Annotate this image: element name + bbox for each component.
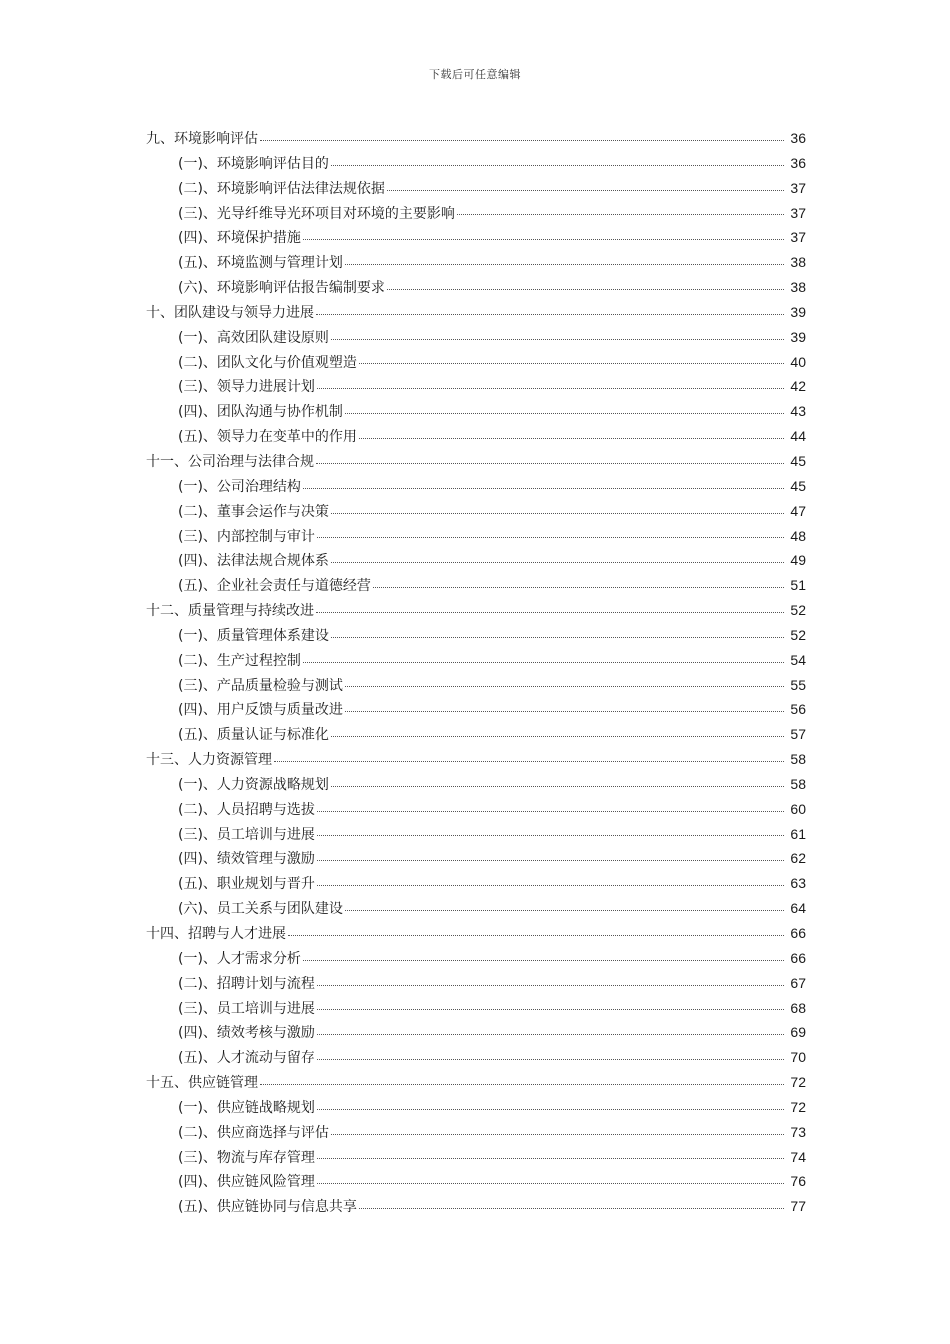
toc-dot-leader bbox=[345, 685, 784, 687]
toc-page-number: 48 bbox=[790, 527, 806, 544]
toc-entry-title: (六)、环境影响评估报告编制要求 bbox=[178, 280, 385, 297]
table-of-contents bbox=[146, 126, 806, 1219]
toc-entry-title: (四)、绩效管理与激励 bbox=[178, 851, 315, 868]
toc-dot-leader bbox=[317, 859, 784, 861]
toc-entry-title: (一)、人才需求分析 bbox=[178, 950, 301, 967]
toc-entry-title: 十、团队建设与领导力进展 bbox=[146, 304, 314, 321]
toc-entry-title: (五)、领导力在变革中的作用 bbox=[178, 429, 357, 446]
toc-dot-leader bbox=[303, 487, 784, 489]
toc-dot-leader bbox=[316, 462, 784, 464]
toc-entry-title: 十四、招聘与人才进展 bbox=[146, 926, 286, 942]
toc-entry-title: (四)、用户反馈与质量改进 bbox=[178, 702, 343, 719]
toc-page-number: 49 bbox=[790, 552, 806, 569]
toc-dot-leader bbox=[317, 884, 784, 886]
toc-section-entry[interactable] bbox=[146, 772, 806, 797]
toc-page-number: 74 bbox=[790, 1148, 806, 1165]
toc-section-entry[interactable] bbox=[146, 201, 806, 226]
toc-chapter-entry[interactable] bbox=[146, 126, 806, 151]
toc-dot-leader bbox=[345, 710, 784, 712]
toc-section-entry[interactable] bbox=[146, 499, 806, 524]
toc-dot-leader bbox=[316, 611, 784, 613]
toc-entry-title: (五)、人才流动与留存 bbox=[178, 1050, 315, 1067]
toc-page-number: 37 bbox=[790, 229, 806, 246]
toc-section-entry[interactable] bbox=[146, 474, 806, 499]
toc-dot-leader bbox=[317, 1182, 784, 1184]
toc-section-entry[interactable] bbox=[146, 896, 806, 921]
toc-dot-leader bbox=[331, 735, 784, 737]
toc-entry-title: 九、环境影响评估 bbox=[146, 131, 258, 147]
toc-page-number: 38 bbox=[790, 279, 806, 296]
toc-dot-leader bbox=[317, 1008, 784, 1010]
toc-entry-title: (二)、董事会运作与决策 bbox=[178, 503, 329, 520]
toc-entry-title: (五)、职业规划与晋升 bbox=[178, 876, 315, 893]
toc-entry-title: (一)、环境影响评估目的 bbox=[178, 155, 329, 172]
toc-entry-title: (二)、供应商选择与评估 bbox=[178, 1124, 329, 1141]
toc-dot-leader bbox=[317, 1108, 784, 1110]
toc-section-entry[interactable] bbox=[146, 1045, 806, 1070]
toc-page-number: 52 bbox=[790, 626, 806, 643]
toc-entry-title: (四)、供应链风险管理 bbox=[178, 1174, 315, 1191]
toc-section-entry[interactable] bbox=[146, 623, 806, 648]
toc-page-number: 57 bbox=[790, 726, 806, 743]
toc-entry-title: (四)、绩效考核与激励 bbox=[178, 1025, 315, 1042]
toc-chapter-entry[interactable] bbox=[146, 598, 806, 623]
toc-page-number: 39 bbox=[790, 303, 806, 320]
toc-section-entry[interactable] bbox=[146, 250, 806, 275]
toc-page-number: 63 bbox=[790, 875, 806, 892]
toc-section-entry[interactable] bbox=[146, 275, 806, 300]
toc-entry-title: 十三、人力资源管理 bbox=[146, 752, 272, 769]
toc-dot-leader bbox=[331, 636, 784, 638]
toc-page-number: 42 bbox=[790, 378, 806, 395]
toc-dot-leader bbox=[317, 1033, 784, 1035]
toc-dot-leader bbox=[331, 338, 784, 340]
toc-page-number: 37 bbox=[790, 204, 806, 221]
toc-entry-title: (三)、员工培训与进展 bbox=[178, 826, 315, 843]
toc-page-number: 72 bbox=[790, 1098, 806, 1115]
toc-dot-leader bbox=[317, 834, 784, 836]
toc-entry-title: (五)、供应链协同与信息共享 bbox=[178, 1199, 357, 1216]
toc-dot-leader bbox=[303, 661, 784, 663]
toc-page-number: 58 bbox=[790, 775, 806, 792]
toc-section-entry[interactable] bbox=[146, 871, 806, 896]
toc-dot-leader bbox=[331, 1133, 784, 1135]
toc-page-number: 66 bbox=[790, 949, 806, 966]
toc-dot-leader bbox=[316, 313, 784, 315]
toc-page-number: 47 bbox=[790, 502, 806, 519]
toc-section-entry[interactable] bbox=[146, 424, 806, 449]
toc-entry-title: (一)、公司治理结构 bbox=[178, 478, 301, 495]
toc-dot-leader bbox=[317, 1157, 784, 1159]
toc-page-number: 73 bbox=[790, 1123, 806, 1140]
toc-dot-leader bbox=[457, 213, 784, 215]
toc-entry-title: (二)、团队文化与价值观塑造 bbox=[178, 354, 357, 371]
toc-dot-leader bbox=[345, 909, 784, 911]
toc-section-entry[interactable] bbox=[146, 673, 806, 698]
page-header: 下载后可任意编辑 bbox=[429, 68, 521, 81]
toc-dot-leader bbox=[345, 263, 784, 265]
toc-page-number: 77 bbox=[790, 1198, 806, 1215]
toc-section-entry[interactable] bbox=[146, 374, 806, 399]
toc-dot-leader bbox=[359, 437, 784, 439]
toc-page-number: 69 bbox=[790, 1024, 806, 1041]
toc-dot-leader bbox=[303, 959, 784, 961]
toc-section-entry[interactable] bbox=[146, 325, 806, 350]
toc-dot-leader bbox=[331, 785, 784, 787]
toc-dot-leader bbox=[317, 984, 784, 986]
toc-section-entry[interactable] bbox=[146, 648, 806, 673]
toc-dot-leader bbox=[373, 586, 784, 588]
toc-entry-title: (二)、招聘计划与流程 bbox=[178, 975, 315, 992]
toc-page-number: 68 bbox=[790, 999, 806, 1016]
toc-chapter-entry[interactable] bbox=[146, 300, 806, 325]
toc-dot-leader bbox=[274, 760, 784, 762]
toc-dot-leader bbox=[331, 512, 784, 514]
toc-chapter-entry[interactable] bbox=[146, 747, 806, 772]
toc-page-number: 76 bbox=[790, 1173, 806, 1190]
toc-page-number: 54 bbox=[790, 651, 806, 668]
toc-page-number: 67 bbox=[790, 974, 806, 991]
toc-dot-leader bbox=[317, 1058, 784, 1060]
toc-section-entry[interactable] bbox=[146, 1145, 806, 1170]
toc-page-number: 38 bbox=[790, 254, 806, 271]
toc-section-entry[interactable] bbox=[146, 1020, 806, 1045]
toc-entry-title: (二)、人员招聘与选拔 bbox=[178, 801, 315, 818]
toc-section-entry[interactable] bbox=[146, 846, 806, 871]
toc-section-entry[interactable] bbox=[146, 722, 806, 747]
toc-page-number: 45 bbox=[790, 477, 806, 494]
toc-page-number: 39 bbox=[790, 328, 806, 345]
toc-chapter-entry[interactable] bbox=[146, 1070, 806, 1095]
toc-dot-leader bbox=[387, 288, 784, 290]
toc-entry-title: (三)、产品质量检验与测试 bbox=[178, 677, 343, 694]
toc-dot-leader bbox=[387, 189, 784, 191]
toc-section-entry[interactable] bbox=[146, 1095, 806, 1120]
toc-entry-title: (一)、供应链战略规划 bbox=[178, 1099, 315, 1116]
toc-entry-title: (三)、光导纤维导光环项目对环境的主要影响 bbox=[178, 205, 455, 222]
toc-dot-leader bbox=[317, 387, 784, 389]
toc-entry-title: (五)、质量认证与标准化 bbox=[178, 727, 329, 744]
toc-dot-leader bbox=[260, 139, 784, 141]
toc-section-entry[interactable] bbox=[146, 971, 806, 996]
toc-section-entry[interactable] bbox=[146, 176, 806, 201]
toc-entry-title: (四)、团队沟通与协作机制 bbox=[178, 404, 343, 421]
toc-entry-title: (一)、质量管理体系建设 bbox=[178, 627, 329, 644]
toc-section-entry[interactable] bbox=[146, 797, 806, 822]
toc-entry-title: (二)、生产过程控制 bbox=[178, 652, 301, 669]
toc-section-entry[interactable] bbox=[146, 1169, 806, 1194]
toc-section-entry[interactable] bbox=[146, 822, 806, 847]
toc-dot-leader bbox=[331, 561, 784, 563]
toc-page-number: 37 bbox=[790, 179, 806, 196]
toc-page-number: 36 bbox=[790, 154, 806, 171]
toc-entry-title: (一)、高效团队建设原则 bbox=[178, 329, 329, 346]
toc-page-number: 60 bbox=[790, 800, 806, 817]
toc-section-entry[interactable] bbox=[146, 1194, 806, 1219]
toc-section-entry[interactable] bbox=[146, 225, 806, 250]
toc-page-number: 51 bbox=[790, 577, 806, 594]
toc-section-entry[interactable] bbox=[146, 946, 806, 971]
toc-dot-leader bbox=[359, 1207, 784, 1209]
toc-page-number: 55 bbox=[790, 676, 806, 693]
toc-section-entry[interactable] bbox=[146, 524, 806, 549]
toc-dot-leader bbox=[317, 536, 784, 538]
toc-page-number: 66 bbox=[790, 925, 806, 941]
toc-entry-title: (三)、内部控制与审计 bbox=[178, 528, 315, 545]
toc-entry-title: (六)、员工关系与团队建设 bbox=[178, 901, 343, 918]
toc-entry-title: (三)、领导力进展计划 bbox=[178, 379, 315, 396]
toc-dot-leader bbox=[260, 1083, 784, 1085]
toc-page-number: 61 bbox=[790, 825, 806, 842]
toc-entry-title: (三)、物流与库存管理 bbox=[178, 1149, 315, 1166]
toc-chapter-entry[interactable] bbox=[146, 449, 806, 474]
toc-section-entry[interactable] bbox=[146, 399, 806, 424]
toc-page-number: 64 bbox=[790, 900, 806, 917]
toc-section-entry[interactable] bbox=[146, 573, 806, 598]
toc-entry-title: (四)、环境保护措施 bbox=[178, 230, 301, 247]
toc-entry-title: 十二、质量管理与持续改进 bbox=[146, 603, 314, 620]
toc-page-number: 45 bbox=[790, 452, 806, 469]
toc-dot-leader bbox=[345, 412, 784, 414]
toc-page-number: 36 bbox=[790, 130, 806, 146]
toc-page-number: 62 bbox=[790, 850, 806, 867]
toc-dot-leader bbox=[288, 934, 784, 936]
toc-section-entry[interactable] bbox=[146, 1120, 806, 1145]
toc-page-number: 43 bbox=[790, 403, 806, 420]
toc-page-number: 70 bbox=[790, 1049, 806, 1066]
toc-dot-leader bbox=[359, 362, 784, 364]
toc-entry-title: (五)、环境监测与管理计划 bbox=[178, 255, 343, 272]
toc-entry-title: (四)、法律法规合规体系 bbox=[178, 553, 329, 570]
toc-section-entry[interactable] bbox=[146, 350, 806, 375]
toc-page-number: 58 bbox=[790, 751, 806, 768]
toc-entry-title: (一)、人力资源战略规划 bbox=[178, 776, 329, 793]
toc-entry-title: (五)、企业社会责任与道德经营 bbox=[178, 578, 371, 595]
toc-entry-title: 十五、供应链管理 bbox=[146, 1075, 258, 1092]
toc-section-entry[interactable] bbox=[146, 697, 806, 722]
toc-page-number: 52 bbox=[790, 602, 806, 619]
toc-section-entry[interactable] bbox=[146, 151, 806, 176]
toc-page-number: 40 bbox=[790, 353, 806, 370]
toc-dot-leader bbox=[317, 810, 784, 812]
toc-page-number: 72 bbox=[790, 1074, 806, 1091]
toc-entry-title: (二)、环境影响评估法律法规依据 bbox=[178, 180, 385, 197]
toc-entry-title: 十一、公司治理与法律合规 bbox=[146, 453, 314, 470]
toc-section-entry[interactable] bbox=[146, 548, 806, 573]
toc-dot-leader bbox=[303, 238, 784, 240]
toc-chapter-entry[interactable] bbox=[146, 921, 806, 946]
toc-page-number: 44 bbox=[790, 428, 806, 445]
toc-page-number: 56 bbox=[790, 701, 806, 718]
toc-entry-title: (三)、员工培训与进展 bbox=[178, 1000, 315, 1017]
toc-section-entry[interactable] bbox=[146, 996, 806, 1021]
toc-dot-leader bbox=[331, 164, 784, 166]
